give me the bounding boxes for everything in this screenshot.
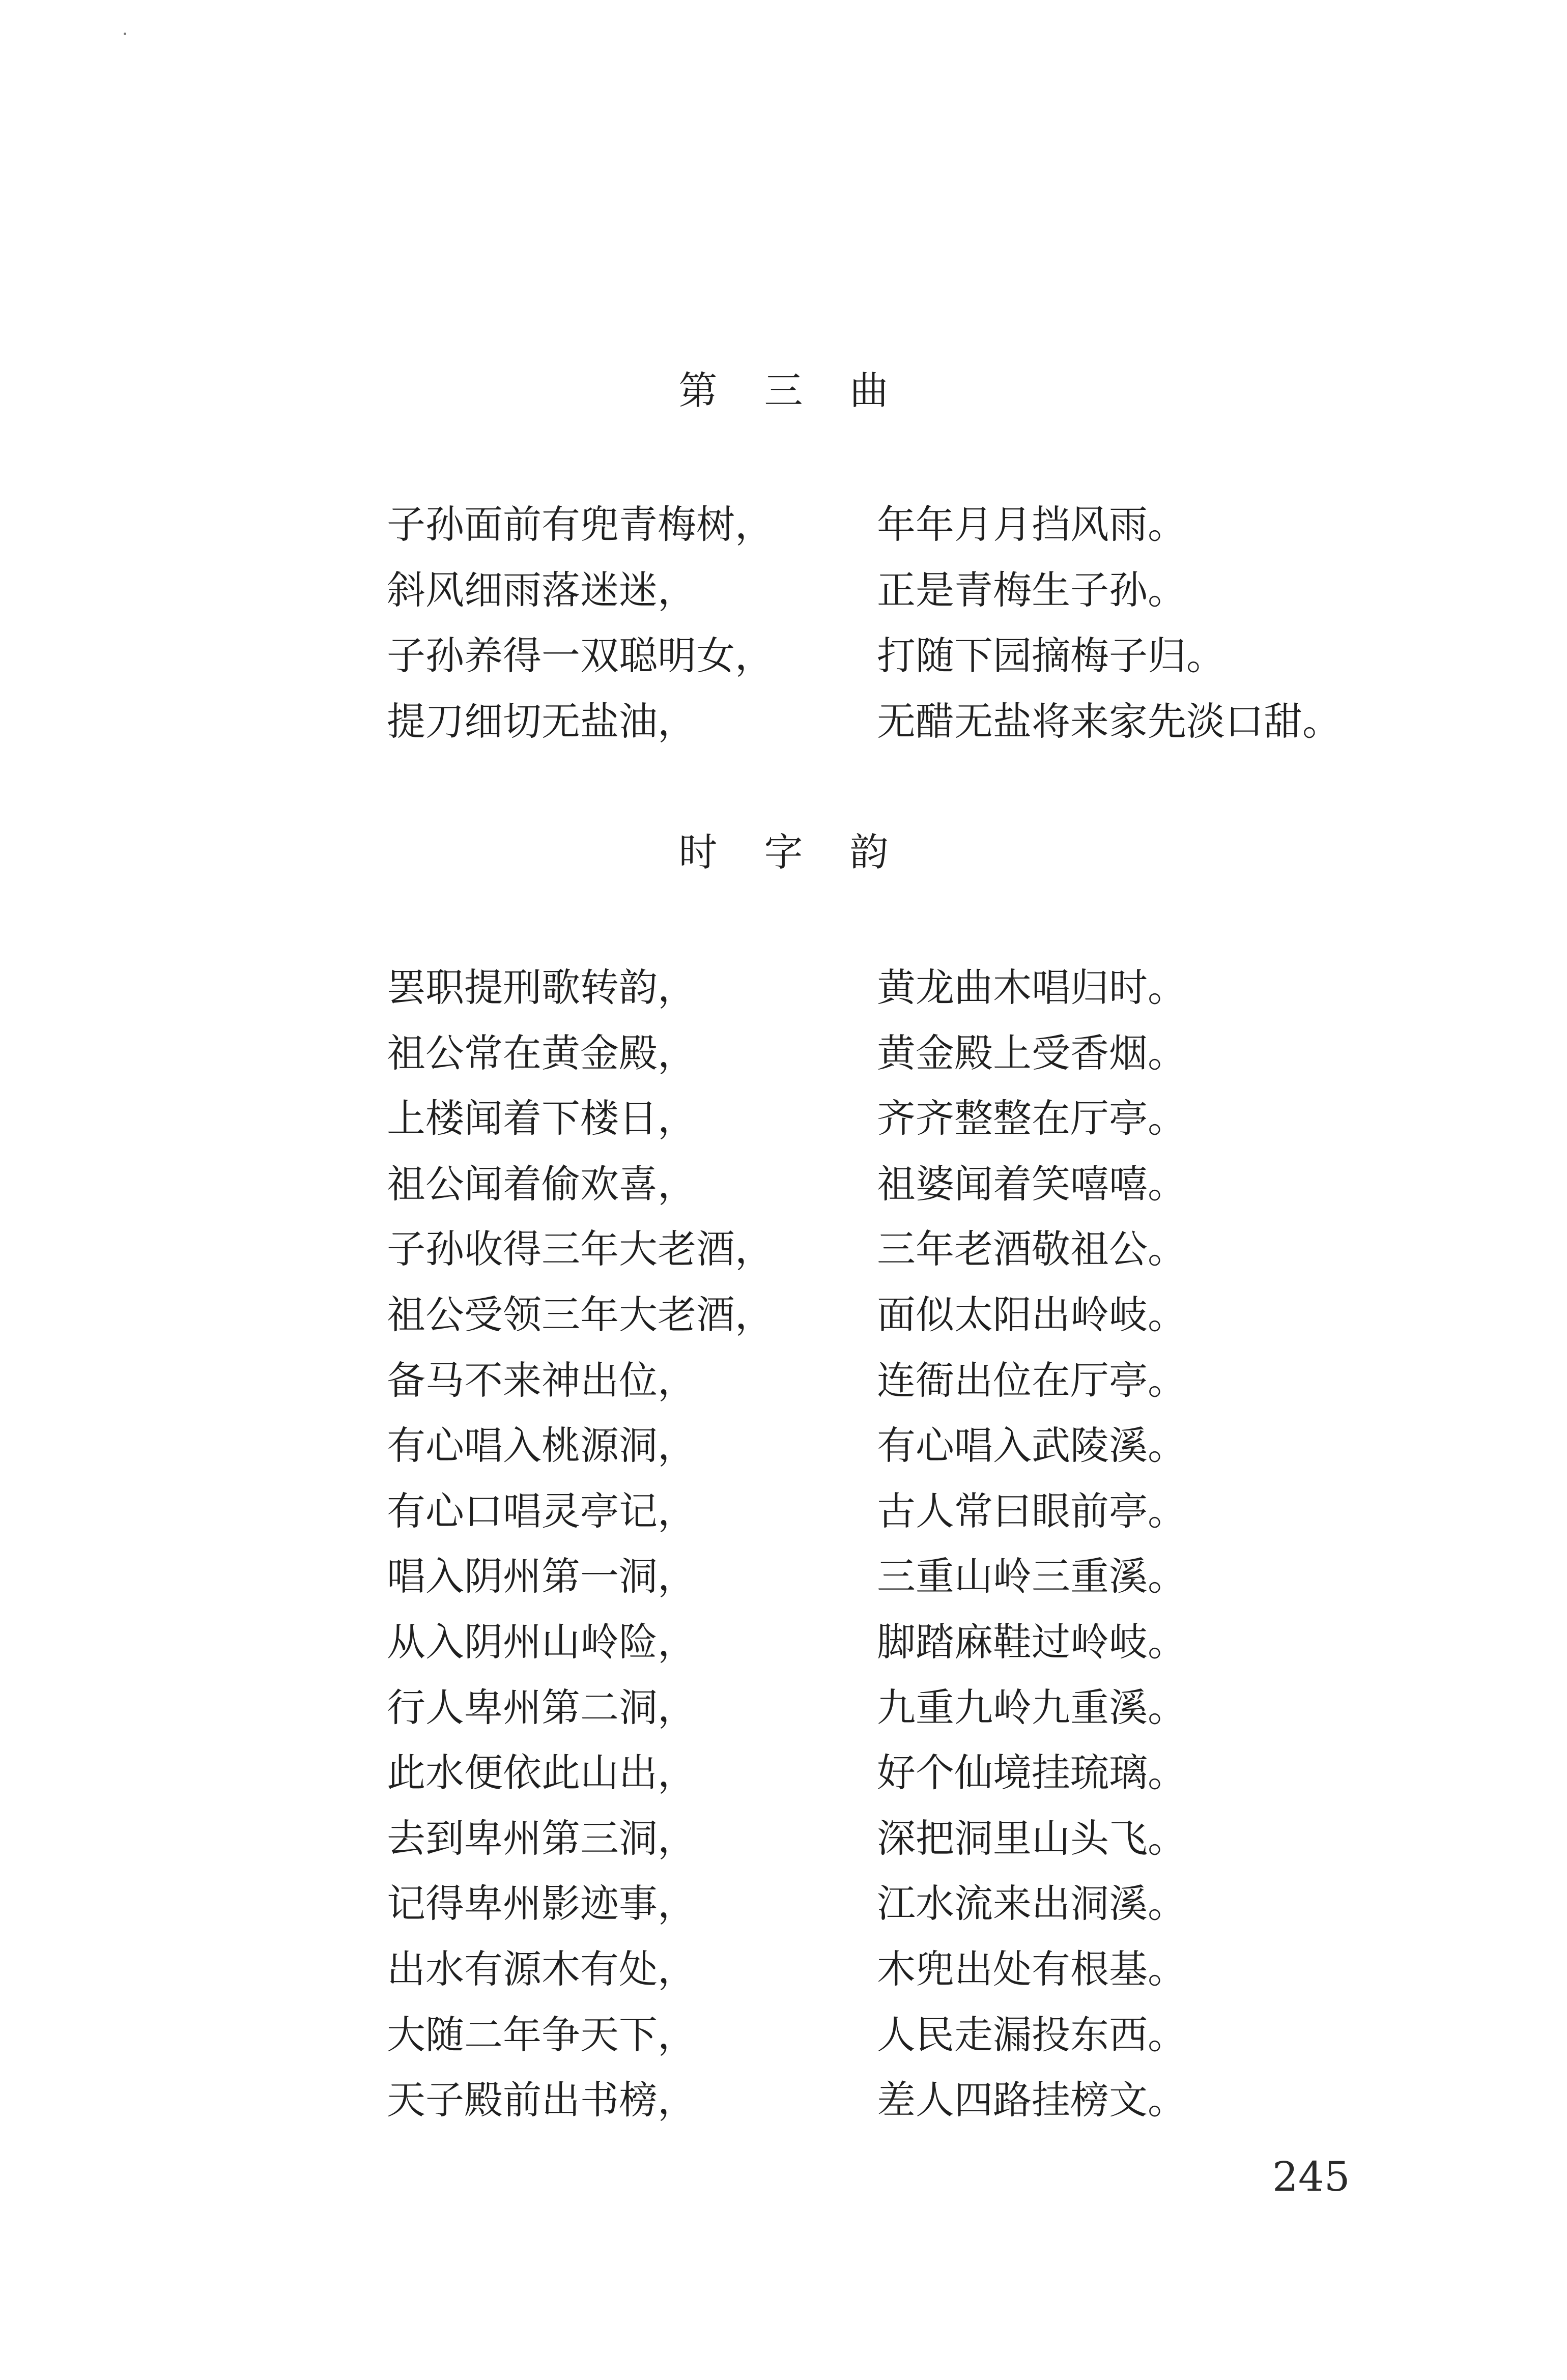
verse-left: 此水便依此山出， <box>387 1750 696 1796</box>
verse-line <box>0 1880 1567 1946</box>
verse-right: 九重九岭九重溪。 <box>877 1684 1186 1730</box>
verse-line <box>0 964 1567 1030</box>
verse-right: 脚踏麻鞋过岭岐。 <box>877 1619 1186 1665</box>
verse-left: 祖公常在黄金殿， <box>387 1030 696 1076</box>
verse-left: 子孙面前有兜青梅树， <box>387 502 774 547</box>
scan-speck <box>124 33 126 35</box>
verse-line <box>0 1750 1567 1815</box>
verse-group-third-song <box>0 501 1567 764</box>
verse-line <box>0 1422 1567 1488</box>
verse-left: 备马不来神出位， <box>387 1357 696 1403</box>
verse-line <box>0 2077 1567 2142</box>
verse-right: 黄金殿上受香烟。 <box>877 1030 1186 1076</box>
verse-right: 齐齐整整在厅亭。 <box>877 1096 1186 1141</box>
verse-right: 面似太阳出岭岐。 <box>877 1292 1186 1337</box>
verse-left: 有心唱入桃源洞， <box>387 1423 696 1469</box>
verse-right: 好个仙境挂琉璃。 <box>877 1750 1186 1796</box>
verse-line <box>0 1292 1567 1357</box>
verse-right: 无醋无盐将来家先淡口甜。 <box>877 699 1341 744</box>
verse-line <box>0 1815 1567 1881</box>
verse-line <box>0 1095 1567 1161</box>
verse-left: 大随二年争天下， <box>387 2012 696 2057</box>
section-title: 第三曲 <box>678 368 935 413</box>
verse-left: 从入阴州山岭险， <box>387 1619 696 1665</box>
verse-right: 三年老酒敬祖公。 <box>877 1226 1186 1272</box>
verse-line <box>0 1946 1567 2012</box>
verse-left: 子孙养得一双聪明女， <box>387 633 774 678</box>
verse-line <box>0 1488 1567 1554</box>
verse-left: 提刀细切无盐油， <box>387 699 696 744</box>
verse-left: 罢职提刑歌转韵， <box>387 965 696 1010</box>
verse-group-shi-rhyme <box>0 964 1567 2142</box>
verse-line <box>0 1161 1567 1226</box>
verse-line <box>0 1684 1567 1750</box>
verse-right: 人民走漏投东西。 <box>877 2012 1186 2057</box>
verse-line <box>0 2012 1567 2077</box>
verse-left: 上楼闻着下楼日， <box>387 1096 696 1141</box>
verse-left: 行人卑州第二洞， <box>387 1684 696 1730</box>
verse-left: 天子殿前出书榜， <box>387 2077 696 2123</box>
verse-left: 唱入阴州第一洞， <box>387 1554 696 1599</box>
verse-left: 有心口唱灵亭记， <box>387 1488 696 1534</box>
page-number: 245 <box>1272 2153 1350 2200</box>
verse-right: 古人常曰眼前亭。 <box>877 1488 1186 1534</box>
section-title: 时字韵 <box>678 829 935 875</box>
verse-right: 差人四路挂榜文。 <box>877 2077 1186 2123</box>
verse-right: 祖婆闻着笑嘻嘻。 <box>877 1161 1186 1207</box>
verse-line <box>0 1030 1567 1096</box>
verse-left: 祖公受领三年大老酒， <box>387 1292 774 1337</box>
verse-line <box>0 501 1567 567</box>
verse-right: 三重山岭三重溪。 <box>877 1554 1186 1599</box>
verse-line <box>0 698 1567 764</box>
verse-right: 江水流来出洞溪。 <box>877 1881 1186 1927</box>
verse-left: 斜风细雨落迷迷， <box>387 567 696 613</box>
verse-line <box>0 1226 1567 1292</box>
verse-left: 子孙收得三年大老酒， <box>387 1226 774 1272</box>
verse-right: 黄龙曲木唱归时。 <box>877 965 1186 1010</box>
verse-right: 木兜出处有根基。 <box>877 1946 1186 1992</box>
verse-right: 深把洞里山头飞。 <box>877 1815 1186 1861</box>
verse-line <box>0 1619 1567 1684</box>
verse-left: 出水有源木有处， <box>387 1946 696 1992</box>
verse-line <box>0 1553 1567 1619</box>
verse-right: 打随下园摘梅子归。 <box>877 633 1225 678</box>
verse-line <box>0 633 1567 698</box>
verse-right: 有心唱入武陵溪。 <box>877 1423 1186 1469</box>
verse-right: 连衙出位在厅亭。 <box>877 1357 1186 1403</box>
verse-left: 去到卑州第三洞， <box>387 1815 696 1861</box>
verse-right: 年年月月挡风雨。 <box>877 502 1186 547</box>
verse-left: 祖公闻着偷欢喜， <box>387 1161 696 1207</box>
verse-right: 正是青梅生子孙。 <box>877 567 1186 613</box>
verse-line <box>0 567 1567 633</box>
verse-line <box>0 1357 1567 1423</box>
verse-left: 记得卑州影迹事， <box>387 1881 696 1927</box>
